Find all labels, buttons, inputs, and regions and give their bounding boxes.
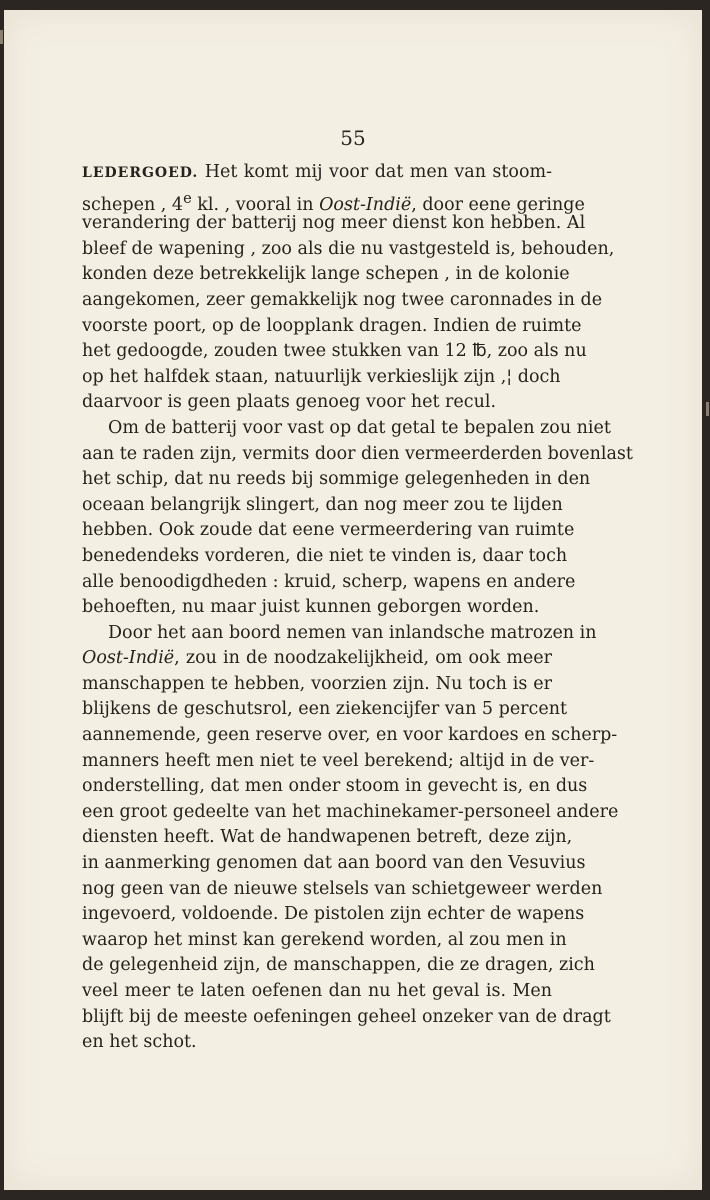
scan-edge-mark xyxy=(706,402,709,416)
text-line xyxy=(82,160,552,186)
text-run-text: op het halfdek staan, natuurlijk verkieslijk zijn ,¦ doch xyxy=(82,366,561,387)
text-run-text: een groot gedeelte van het machinekamer-personeel andere xyxy=(82,801,619,822)
text-line xyxy=(82,1005,611,1031)
text-line xyxy=(82,262,570,288)
text-line xyxy=(82,825,573,851)
text-run-text: blijft bij de meeste oefeningen geheel onzeker van de dragt xyxy=(82,1006,611,1027)
text-line xyxy=(82,800,619,826)
text-run-text: aan te raden zijn, vermits door dien vermeerderden bovenlast xyxy=(82,443,633,464)
text-run-text: het gedoogde, zouden twee stukken van 12 ℔, zoo als nu xyxy=(82,341,587,362)
text-run-post: , door eene geringe xyxy=(411,194,585,215)
text-run-text: de gelegenheid zijn, de manschappen, die ze dragen, zich xyxy=(82,955,595,976)
text-run-text: in aanmerking genomen dat aan boord van den Vesuvius xyxy=(82,853,586,874)
text-run-text: veel meer te laten oefenen dan nu het geval is. Men xyxy=(82,981,552,1001)
text-line xyxy=(82,851,586,877)
text-line xyxy=(82,877,603,903)
text-line xyxy=(82,621,597,647)
text-run-em: Oost-Indië xyxy=(82,648,175,669)
text-run-text: benedendeks vorderen, die niet te vinden is, daar toch xyxy=(82,545,568,566)
text-line xyxy=(82,697,568,723)
text-run-text: manners heeft men niet te veel berekend; altijd in de ver- xyxy=(82,750,595,771)
text-run-text: daarvoor is geen plaats genoeg voor het recul. xyxy=(82,392,497,413)
text-run-sup: e xyxy=(183,189,192,207)
text-run-text: het schip, dat nu reeds bij sommige gelegenheden in den xyxy=(82,469,591,490)
text-line xyxy=(82,1030,552,1056)
text-run-em: Oost-Indië xyxy=(319,194,412,215)
text-run-text: behoeften, nu maar juist kunnen geborgen worden. xyxy=(82,597,540,618)
text-run-text: verandering der batterij nog meer dienst kon hebben. Al xyxy=(82,213,586,234)
text-line xyxy=(82,365,561,391)
text-line xyxy=(82,314,582,340)
page-number: 55 xyxy=(340,126,366,150)
text-run-post: , zou in de noodzakelijkheid, om ook meer xyxy=(174,648,552,669)
text-line xyxy=(82,339,587,365)
text-line xyxy=(82,749,595,775)
text-run-text: ingevoerd, voldoende. De pistolen zijn echter de wapens xyxy=(82,904,585,925)
text-run-text: blijkens de geschutsrol, een ziekencijfer van 5 percent xyxy=(82,699,568,720)
text-line xyxy=(82,902,585,928)
text-run-text: onderstelling, dat men onder stoom in gevecht is, en dus xyxy=(82,776,588,797)
text-line xyxy=(82,979,552,1005)
text-line xyxy=(82,416,611,442)
text-run-text: voorste poort, op de loopplank dragen. Indien de ruimte xyxy=(82,315,582,336)
text-run-text: aangekomen, zeer gemakkelijk nog twee caronnades in de xyxy=(82,289,603,310)
text-line xyxy=(82,390,552,416)
text-run-text: konden deze betrekkelijk lange schepen , in de kolonie xyxy=(82,264,570,285)
text-line xyxy=(82,493,563,519)
text-line xyxy=(82,723,618,749)
text-line xyxy=(82,672,552,698)
body-text xyxy=(82,160,633,1056)
text-run-text: oceaan belangrijk slingert, dan nog meer zou te lijden xyxy=(82,494,563,515)
text-run-text: hebben. Ook zoude dat eene vermeerdering van ruimte xyxy=(82,520,575,541)
text-line xyxy=(82,646,552,672)
text-run-text: manschappen te hebben, voorzien zijn. Nu toch is er xyxy=(82,673,552,694)
text-line xyxy=(82,774,588,800)
text-line xyxy=(82,186,585,215)
text-line xyxy=(82,953,595,979)
text-line xyxy=(82,467,591,493)
text-run-text: nog geen van de nieuwe stelsels van schietgeweer werden xyxy=(82,878,603,899)
text-run-text: en het schot. xyxy=(82,1032,197,1053)
text-run-smallcaps: LEDERGOED. xyxy=(82,165,199,181)
text-run-text: diensten heeft. Wat de handwapenen betreft, deze zijn, xyxy=(82,827,573,848)
text-run-text: Door het aan boord nemen van inlandsche matrozen in xyxy=(108,622,597,643)
book-page xyxy=(4,10,702,1190)
text-run-text: Het komt mij voor dat men van stoom- xyxy=(198,162,552,182)
text-run-text: aannemende, geen reserve over, en voor kardoes en scherp- xyxy=(82,725,618,746)
text-run-pre: schepen , 4 xyxy=(82,194,184,215)
text-run-mid: kl. , vooral in xyxy=(191,194,320,215)
text-line xyxy=(82,570,576,596)
text-line xyxy=(82,211,586,237)
text-line xyxy=(82,442,633,468)
text-line xyxy=(82,928,567,954)
scan-edge-mark xyxy=(0,30,3,44)
text-line xyxy=(82,288,603,314)
text-line xyxy=(82,544,568,570)
text-run-text: waarop het minst kan gerekend worden, al zou men in xyxy=(82,929,567,950)
text-run-text: bleef de wapening , zoo als die nu vastgesteld is, behouden, xyxy=(82,238,615,259)
text-run-text: Om de batterij voor vast op dat getal te bepalen zou niet xyxy=(108,417,611,438)
text-run-text: alle benoodigdheden : kruid, scherp, wapens en andere xyxy=(82,571,576,592)
text-line xyxy=(82,518,575,544)
text-line xyxy=(82,595,552,621)
text-line xyxy=(82,237,615,263)
